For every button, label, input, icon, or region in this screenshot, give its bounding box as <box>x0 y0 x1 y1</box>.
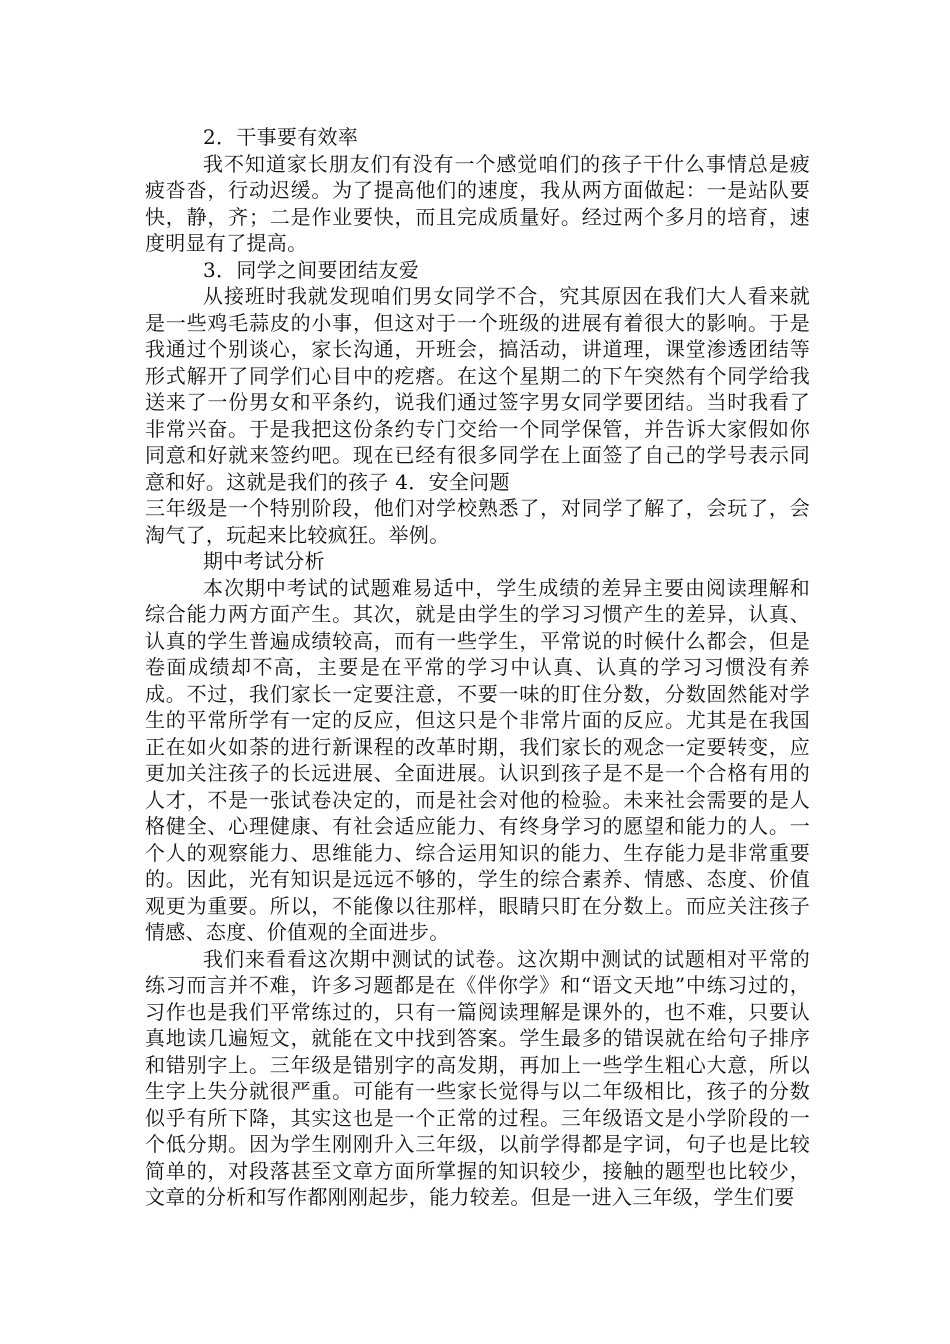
paragraph-midterm-analysis: 本次期中考试的试题难易适中，学生成绩的差异主要由阅读理解和综合能力两方面产生。其次，就是由学生的学习习惯产生的差异，认真、认真的学生普遍成绩较高，而有一些学生，平常说的时候什么都会，但是卷面成绩却不高，主要是在平常的学习中认真、认真的学习习惯没有养成。不过，我们家长一定要注意，不要一味的盯住分数，分数固然能对学生的平常所学有一定的反应，但这只是个非常片面的反应。尤其是在我国正在如火如荼的进行新课程的改革时期，我们家长的观念一定要转变，应更加关注孩子的长远进展、全面进展。认识到孩子是不是一个合格有用的人才，不是一张试卷决定的，而是社会对他的检验。未来社会需要的是人格健全、心理健康、有社会适应能力、有终身学习的愿望和能力的人。一个人的观察能力、思维能力、综合运用知识的能力、生存能力是非常重要的。因此，光有知识是远远不够的，学生的综合素养、情感、态度、价值观更为重要。所以，不能像以往那样，眼睛只盯在分数上。而应关注孩子情感、态度、价值观的全面进步。 <box>145 575 810 944</box>
section-heading-efficiency: 2．干事要有效率 <box>203 125 359 149</box>
paragraph-efficiency: 我不知道家长朋友们有没有一个感觉咱们的孩子干什么事情总是疲疲沓沓，行动迟缓。为了提高他们的速度，我从两方面做起：一是站队要快，静，齐；二是作业要快，而且完成质量好。经过两个多月的培育，速度明显有了提高。 <box>145 151 810 255</box>
paragraph-safety: 三年级是一个特别阶段，他们对学校熟悉了，对同学了解了，会玩了，会淘气了，玩起来比较疯狂。举例。 <box>145 496 810 547</box>
section-heading-midterm-analysis: 期中考试分析 <box>203 549 325 573</box>
section-heading-unity: 3．同学之间要团结友爱 <box>203 257 420 282</box>
paragraph-exam-review: 我们来看看这次期中测试的试卷。这次期中测试的试题相对平常的练习而言并不难，许多习题都是在《伴你学》和“语文天地”中练习过的，习作也是我们平常练过的，只有一篇阅读理解是课外的，也不难，只要认真地读几遍短文，就能在文中找到答案。学生最多的错误就在给句子排序和错别字上。三年级是错别字的高发期，再加上一些学生粗心大意，所以生字上失分就很严重。可能有一些家长觉得与以二年级相比，孩子的分数似乎有所下降，其实这也是一个正常的过程。三年级语文是小学阶段的一个低分期。因为学生刚刚升入三年级，以前学得都是字词，句子也是比较简单的，对段落甚至文章方面所掌握的知识较少，接触的题型也比较少，文章的分析和写作都刚刚起步，能力较差。但是一进入三年级，学生们要 <box>145 946 810 1209</box>
paragraph-unity: 从接班时我就发现咱们男女同学不合，究其原因在我们大人看来就是一些鸡毛蒜皮的小事，但这对于一个班级的进展有着很大的影响。于是我通过个别谈心，家长沟通，开班会，搞活动，讲道理，课堂渗透团结等形式解开了同学们心目中的疙瘩。在这个星期二的下午突然有个同学给我送来了一份男女和平条约，说我们通过签字男女同学要团结。当时我看了非常兴奋。于是我把这份条约专门交给一个同学保管，并告诉大家假如你同意和好就来签约吧。现在已经有很多同学在上面签了自己的学号表示同意和好。这就是我们的孩子 4．安全问题 <box>145 284 810 494</box>
